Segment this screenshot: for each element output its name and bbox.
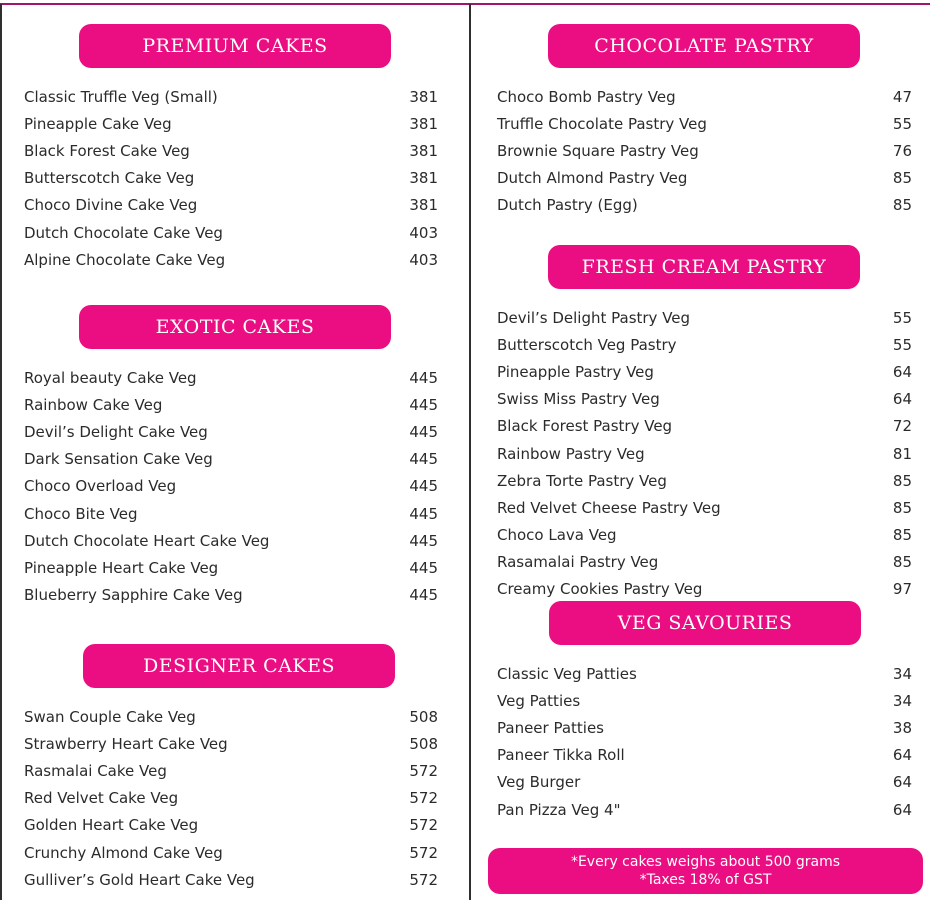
menu-item <box>24 554 438 581</box>
menu-item <box>24 219 438 246</box>
menu-item-name: Veg Burger <box>497 773 581 792</box>
menu-item-name: Crunchy Almond Cake Veg <box>24 843 223 862</box>
menu-item-name: Alpine Chocolate Cake Veg <box>24 250 226 269</box>
menu-item-price: 85 <box>892 526 912 545</box>
menu-item-price: 55 <box>892 114 912 133</box>
menu-item <box>24 866 438 893</box>
menu-item <box>497 660 912 687</box>
footnote-banner <box>488 848 923 894</box>
designer-cakes-list <box>24 703 438 893</box>
menu-item-name: Butterscotch Cake Veg <box>24 169 195 188</box>
menu-item-price: 445 <box>409 450 438 469</box>
fresh-cream-pastry-header <box>548 245 860 289</box>
menu-item <box>497 386 912 413</box>
menu-item-name: Pineapple Pastry Veg <box>497 362 654 381</box>
menu-item-price: 445 <box>409 531 438 550</box>
menu-item-price: 381 <box>409 114 438 133</box>
menu-item-price: 445 <box>409 422 438 441</box>
menu-item-price: 64 <box>892 746 912 765</box>
menu-item-name: Choco Lava Veg <box>497 526 617 545</box>
menu-item-price: 47 <box>892 87 912 106</box>
menu-item <box>24 500 438 527</box>
exotic-cakes-header <box>79 305 391 349</box>
menu-item <box>24 446 438 473</box>
menu-item-name: Paneer Tikka Roll <box>497 746 625 765</box>
menu-item-price: 38 <box>892 718 912 737</box>
menu-item <box>497 358 912 385</box>
menu-item <box>24 730 438 757</box>
menu-item <box>497 413 912 440</box>
menu-item-price: 64 <box>892 800 912 819</box>
menu-item-name: Strawberry Heart Cake Veg <box>24 734 228 753</box>
menu-item-price: 572 <box>409 761 438 780</box>
menu-item-price: 445 <box>409 368 438 387</box>
menu-item-name: Dutch Almond Pastry Veg <box>497 169 688 188</box>
column-divider <box>469 4 471 900</box>
menu-item-name: Butterscotch Veg Pastry <box>497 335 677 354</box>
menu-item-price: 508 <box>409 734 438 753</box>
menu-item-price: 97 <box>892 580 912 599</box>
menu-item <box>497 549 912 576</box>
menu-item-price: 85 <box>892 169 912 188</box>
menu-item-price: 55 <box>892 308 912 327</box>
menu-item <box>497 83 912 110</box>
menu-item-name: Royal beauty Cake Veg <box>24 368 197 387</box>
menu-item <box>24 137 438 164</box>
menu-item-price: 85 <box>892 498 912 517</box>
menu-item <box>497 110 912 137</box>
menu-item-price: 445 <box>409 558 438 577</box>
menu-item <box>24 110 438 137</box>
menu-item-name: Zebra Torte Pastry Veg <box>497 471 667 490</box>
menu-item-name: Choco Bite Veg <box>24 504 138 523</box>
menu-item-price: 81 <box>892 444 912 463</box>
menu-item-price: 64 <box>892 773 912 792</box>
menu-item <box>497 522 912 549</box>
menu-item <box>497 742 912 769</box>
menu-item-name: Choco Divine Cake Veg <box>24 196 198 215</box>
menu-item-name: Swan Couple Cake Veg <box>24 707 196 726</box>
menu-item-price: 572 <box>409 870 438 889</box>
footnote-weight: *Every cakes weighs about 500 grams <box>570 854 841 870</box>
menu-item-name: Truffle Chocolate Pastry Veg <box>497 114 707 133</box>
menu-item <box>497 304 912 331</box>
veg-savouries-list <box>497 660 912 823</box>
menu-item-name: Pan Pizza Veg 4" <box>497 800 621 819</box>
menu-item-name: Red Velvet Cake Veg <box>24 789 179 808</box>
premium-cakes-list <box>24 83 438 273</box>
menu-item-name: Devil’s Delight Pastry Veg <box>497 308 691 327</box>
menu-item <box>24 839 438 866</box>
menu-item <box>497 494 912 521</box>
menu-item-price: 403 <box>409 250 438 269</box>
premium-cakes-header <box>79 24 391 68</box>
menu-item-name: Black Forest Pastry Veg <box>497 417 673 436</box>
menu-item-price: 381 <box>409 196 438 215</box>
menu-item-name: Dutch Chocolate Cake Veg <box>24 223 223 242</box>
menu-item-price: 403 <box>409 223 438 242</box>
menu-item-price: 64 <box>892 390 912 409</box>
menu-item <box>497 576 912 603</box>
menu-item <box>497 440 912 467</box>
menu-item <box>497 192 912 219</box>
menu-item <box>24 418 438 445</box>
menu-item <box>24 527 438 554</box>
menu-item-price: 55 <box>892 335 912 354</box>
menu-item <box>497 331 912 358</box>
menu-item <box>24 473 438 500</box>
menu-item-price: 445 <box>409 504 438 523</box>
menu-item <box>497 687 912 714</box>
designer-cakes-title: DESIGNER CAKES <box>143 655 335 677</box>
menu-item <box>24 165 438 192</box>
menu-item-price: 445 <box>409 477 438 496</box>
menu-item-price: 64 <box>892 362 912 381</box>
menu-item-name: Classic Veg Patties <box>497 664 637 683</box>
menu-item-name: Blueberry Sapphire Cake Veg <box>24 586 243 605</box>
footnote-tax: *Taxes 18% of GST <box>639 872 772 888</box>
menu-item <box>497 165 912 192</box>
menu-item-name: Brownie Square Pastry Veg <box>497 141 699 160</box>
menu-item <box>24 582 438 609</box>
menu-item <box>24 246 438 273</box>
chocolate-pastry-title: CHOCOLATE PASTRY <box>594 35 814 57</box>
menu-item-name: Choco Bomb Pastry Veg <box>497 87 676 106</box>
menu-item-name: Rainbow Pastry Veg <box>497 444 645 463</box>
menu-item-name: Veg Patties <box>497 691 581 710</box>
menu-item-name: Classic Truffle Veg (Small) <box>24 87 218 106</box>
menu-item-price: 34 <box>892 664 912 683</box>
menu-item-price: 381 <box>409 169 438 188</box>
menu-item-price: 381 <box>409 87 438 106</box>
designer-cakes-header <box>83 644 395 688</box>
menu-item-price: 85 <box>892 471 912 490</box>
menu-item-price: 72 <box>892 417 912 436</box>
menu-item-price: 85 <box>892 196 912 215</box>
menu-item-name: Golden Heart Cake Veg <box>24 816 199 835</box>
top-rule <box>0 3 930 5</box>
menu-item-price: 76 <box>892 141 912 160</box>
premium-cakes-title: PREMIUM CAKES <box>142 35 328 57</box>
chocolate-pastry-header <box>548 24 860 68</box>
exotic-cakes-list <box>24 364 438 609</box>
menu-item-name: Dutch Pastry (Egg) <box>497 196 638 215</box>
left-border <box>0 4 2 900</box>
menu-item-name: Dutch Chocolate Heart Cake Veg <box>24 531 270 550</box>
menu-item-name: Red Velvet Cheese Pastry Veg <box>497 498 721 517</box>
menu-item-name: Devil’s Delight Cake Veg <box>24 422 208 441</box>
menu-item-name: Pineapple Heart Cake Veg <box>24 558 219 577</box>
menu-item <box>24 757 438 784</box>
menu-item-name: Choco Overload Veg <box>24 477 177 496</box>
menu-item-name: Creamy Cookies Pastry Veg <box>497 580 703 599</box>
fresh-cream-pastry-list <box>497 304 912 603</box>
menu-item <box>24 785 438 812</box>
veg-savouries-title: VEG SAVOURIES <box>617 612 793 634</box>
menu-item <box>497 769 912 796</box>
menu-item-name: Rasamalai Pastry Veg <box>497 553 659 572</box>
menu-item-name: Pineapple Cake Veg <box>24 114 172 133</box>
menu-item-price: 508 <box>409 707 438 726</box>
menu-item-price: 572 <box>409 816 438 835</box>
menu-item <box>497 137 912 164</box>
menu-item <box>497 467 912 494</box>
menu-item-name: Gulliver’s Gold Heart Cake Veg <box>24 870 255 889</box>
menu-item <box>24 812 438 839</box>
menu-item <box>24 364 438 391</box>
menu-item-name: Rainbow Cake Veg <box>24 395 163 414</box>
menu-item <box>24 83 438 110</box>
menu-item-price: 445 <box>409 586 438 605</box>
menu-item-name: Swiss Miss Pastry Veg <box>497 390 660 409</box>
menu-item <box>24 192 438 219</box>
menu-item-name: Rasmalai Cake Veg <box>24 761 167 780</box>
menu-item <box>24 703 438 730</box>
chocolate-pastry-list <box>497 83 912 219</box>
menu-item-price: 34 <box>892 691 912 710</box>
menu-item-name: Paneer Patties <box>497 718 604 737</box>
menu-item-price: 85 <box>892 553 912 572</box>
menu-item <box>497 714 912 741</box>
menu-item <box>497 796 912 823</box>
exotic-cakes-title: EXOTIC CAKES <box>155 316 315 338</box>
menu-item-price: 572 <box>409 843 438 862</box>
menu-item-price: 381 <box>409 141 438 160</box>
menu-item-price: 572 <box>409 789 438 808</box>
menu-item-name: Dark Sensation Cake Veg <box>24 450 213 469</box>
menu-item-name: Black Forest Cake Veg <box>24 141 190 160</box>
menu-item <box>24 391 438 418</box>
menu-item-price: 445 <box>409 395 438 414</box>
fresh-cream-pastry-title: FRESH CREAM PASTRY <box>581 256 827 278</box>
veg-savouries-header <box>549 601 861 645</box>
